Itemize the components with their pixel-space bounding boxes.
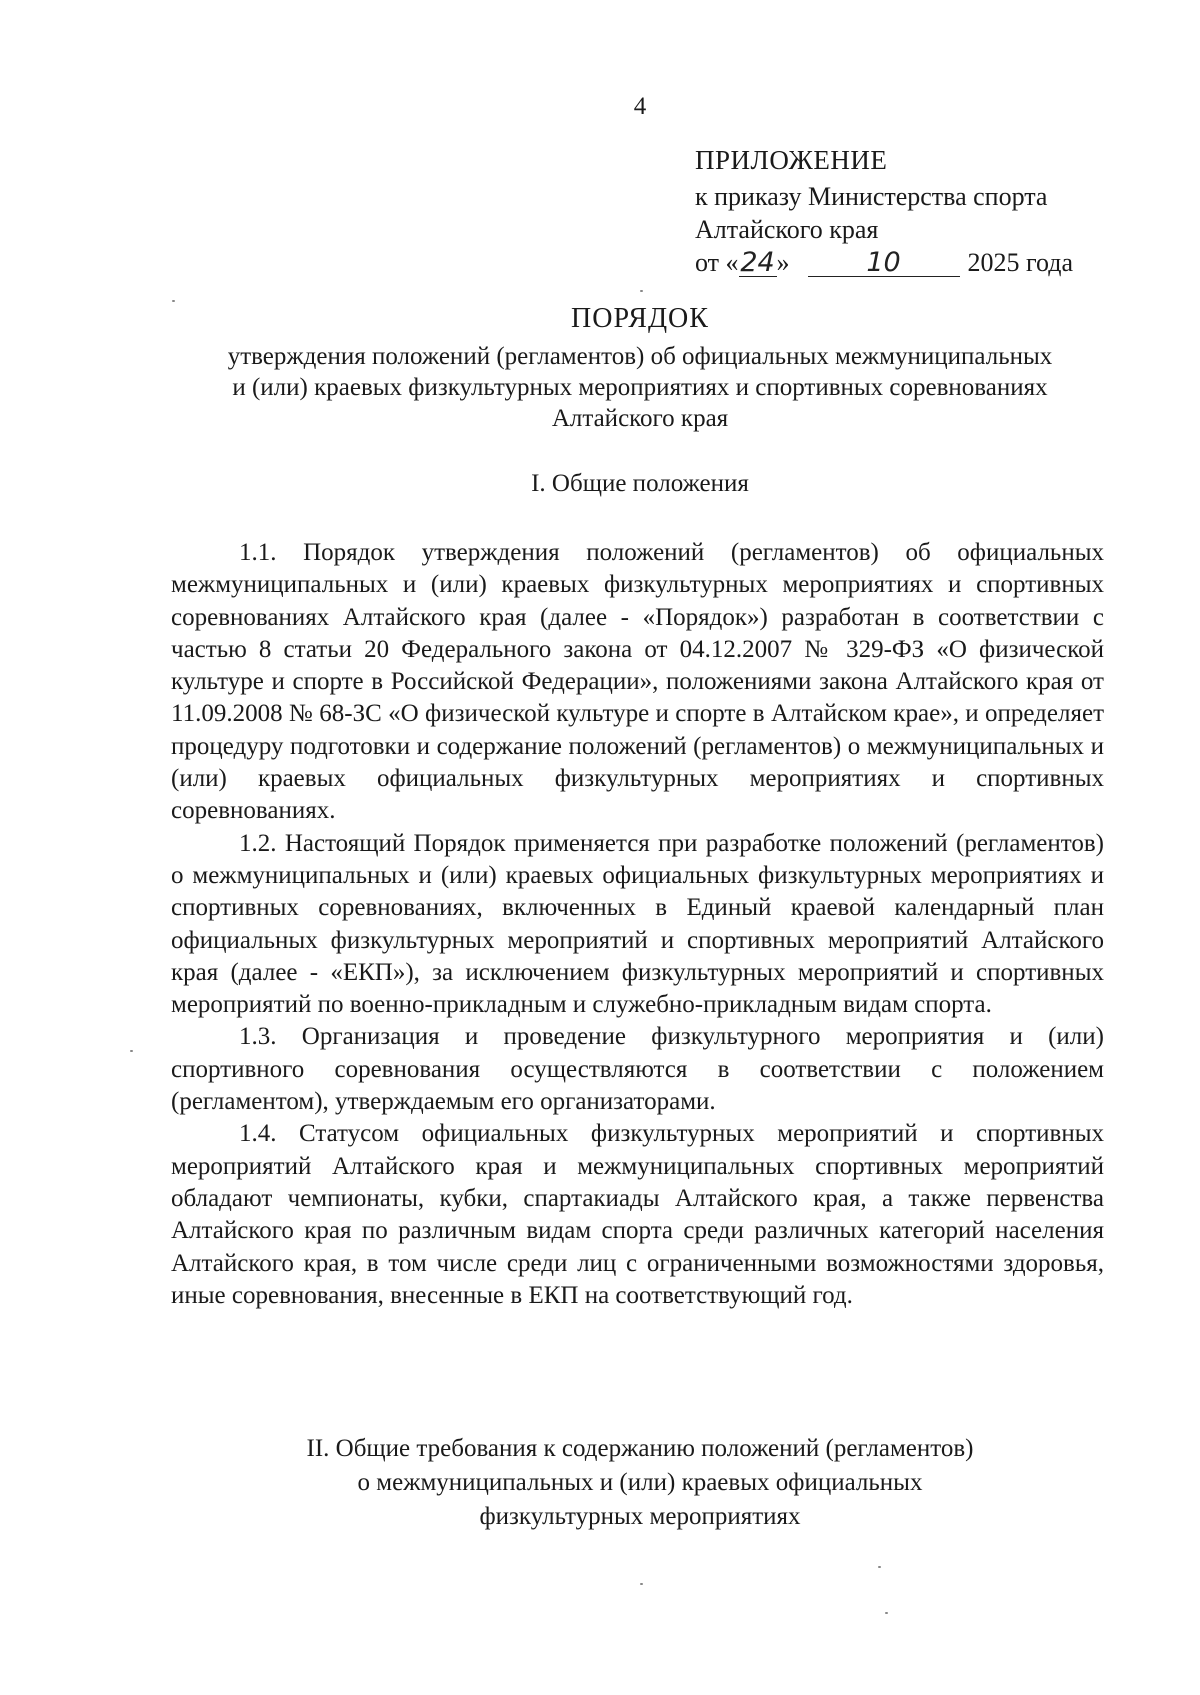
appendix-date-line (695, 246, 1155, 279)
scan-speck (172, 300, 175, 302)
paragraph-1-4: 1.4. Статусом официальных физкультурных мероприятий и спортивных мероприятий Алтайского края и межмуниципальных спортивных мероприятий обладают чемпионаты, кубки, спартакиады Алтайского края, а также первенства Алтайского края по различным видам спорта среди различных категорий населения Алтайского края, в том числе среди лиц с ограниченными возможностями здоровья, иные соревнования, внесенные в ЕКП на соответствующий год. (171, 1120, 1104, 1309)
heading-sub-line-1: утверждения положений (регламентов) об официальных межмуниципальных (227, 343, 1053, 370)
section-2-title-line-1: II. Общие требования к содержанию положений (регламентов) (306, 1435, 974, 1462)
page-number: 4 (633, 93, 647, 120)
paragraph-1-3: 1.3. Организация и проведение физкультурного мероприятия и (или) спортивного соревнования осуществляются в соответствии с положением (регламентом), утверждаемым его организаторами. (171, 1023, 1104, 1116)
appendix-region-line: Алтайского края (695, 215, 879, 244)
appendix-title: ПРИЛОЖЕНИЕ (695, 145, 888, 175)
heading-main: ПОРЯДОК (571, 303, 709, 334)
scan-speck (885, 1612, 888, 1614)
document-heading (150, 303, 1130, 434)
scan-speck (640, 290, 643, 292)
date-prefix: от « (695, 248, 739, 277)
section-1-title: I. Общие положения (531, 470, 749, 497)
section-2-title-line-2: о межмуниципальных и (или) краевых официальных (357, 1469, 923, 1496)
section-2-title (150, 1432, 1130, 1534)
paragraph-1-2: 1.2. Настоящий Порядок применяется при разработке положений (регламентов) о межмуниципальных и (или) краевых официальных физкультурных мероприятиях и спортивных соревнованиях, включенных в Единый краевой календарный план официальных физкультурных мероприятий и спортивных мероприятий Алтайского края (далее - «ЕКП»), за исключением физкультурных мероприятий и спортивных мероприятий по военно-прикладным и служебно-прикладным видам спорта. (171, 829, 1104, 1019)
scan-speck (130, 1050, 133, 1052)
scan-speck (640, 1583, 643, 1585)
section-2-title-line-3: физкультурных мероприятиях (479, 1503, 801, 1530)
date-mid: » (776, 248, 790, 277)
date-month-handwritten: 10 (808, 250, 960, 277)
heading-sub-line-2: и (или) краевых физкультурных мероприятиях и спортивных соревнованиях (232, 374, 1048, 401)
heading-sub-line-3: Алтайского края (551, 405, 729, 432)
section-1-body (171, 537, 1104, 1312)
appendix-block (695, 144, 1155, 279)
paragraph-1-1: 1.1. Порядок утверждения положений (регламентов) об официальных межмуниципальных и (или) краевых физкультурных мероприятиях и спортивных соревнованиях Алтайского края (далее - «Порядок») разработан в соответствии с частью 8 статьи 20 Федерального закона от 04.12.2007 № 329-ФЗ «О физической культуре и спорте в Российской Федерации», положениями закона Алтайского края от 11.09.2008 № 68-ЗС «О физической культуре и спорте в Алтайском крае», и определяет процедуру подготовки и содержание положений (регламентов) о межмуниципальных и (или) краевых официальных физкультурных мероприятиях и спортивных соревнованиях. (171, 539, 1104, 825)
date-day-handwritten: 24 (740, 247, 775, 278)
appendix-order-line: к приказу Министерства спорта (695, 182, 1048, 211)
scan-speck (878, 1566, 881, 1568)
date-year: 2025 года (967, 248, 1074, 277)
